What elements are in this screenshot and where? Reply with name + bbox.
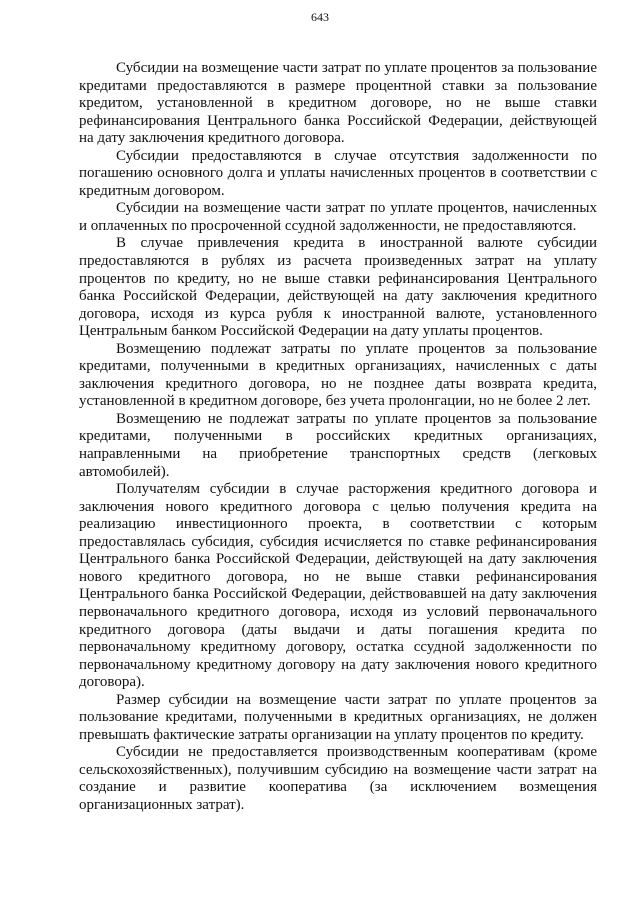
paragraph-loan-agreement-termination: Получателям субсидии в случае расторжения кредитного договора и заключения нового кредитного договора с целью получения кредита на реализацию инвестиционного проекта, в соответствии с которым предоставлялась субсидия, субсидия исчисляется по ставке рефинансирования Центрального банка Российской Федерации, действующей на дату заключения нового кредитного договора, но не выше ставки рефинансирования Центрального банка Российской Федерации, действовавшей на дату заключения первоначального кредитного договора, исходя из условий первоначального кредитного договора (даты выдачи и даты погашения кредита по первоначальному кредитному договору, остатка ссудной задолженности по первоначальному кредитному договору на дату заключения нового кредитного договора). — [79, 481, 597, 691]
paragraph-no-debt-condition: Субсидии предоставляются в случае отсутствия задолженности по погашению основного долга и уплаты начисленных процентов в соответствии с кредитным договором. — [79, 147, 597, 199]
page-number: 643 — [311, 10, 329, 24]
body-text — [79, 60, 597, 815]
paragraph-cooperative-exclusion: Субсидии не предоставляется производственным кооперативам (кроме сельскохозяйственных), получившим субсидию на возмещение части затрат на создание и развитие кооператива (за исключением возмещения организационных затрат). — [79, 744, 597, 813]
paragraph-foreign-currency-loan: В случае привлечения кредита в иностранной валюте субсидии предоставляются в рублях из расчета произведенных затрат на уплату процентов по кредиту, но не выше ставки рефинансирования Центрального банка Российской Федерации, действующей на дату заключения кредитного договора, исходя из курса рубля к иностранной валюте, установленного Центральным банком Российской Федерации на дату уплаты процентов. — [79, 235, 597, 340]
paragraph-interest-subsidy-rate: Субсидии на возмещение части затрат по уплате процентов за пользование кредитами предоставляются в размере процентной ставки за пользование кредитом, установленной в кредитном договоре, но не выше ставки рефинансирования Центрального банка Российской Федерации, действующей на дату заключения кредитного договора. — [79, 60, 597, 147]
paragraph-reimbursable-costs: Возмещению подлежат затраты по уплате процентов за пользование кредитами, полученными в кредитных организациях, начисленных с даты заключения кредитного договора, но не позднее даты возврата кредита, установленной в кредитном договоре, без учета пролонгации, но не более 2 лет. — [79, 340, 597, 410]
paragraph-subsidy-limit: Размер субсидии на возмещение части затрат по уплате процентов за пользование кредитами, полученными в кредитных организациях, не должен превышать фактические затраты организации на уплату процентов по кредиту. — [79, 691, 597, 743]
paragraph-non-reimbursable-costs: Возмещению не подлежат затраты по уплате процентов за пользование кредитами, полученными в российских кредитных организациях, направленными на приобретение транспортных средств (легковых автомобилей). — [79, 410, 597, 480]
paragraph-overdue-interest-exclusion: Субсидии на возмещение части затрат по уплате процентов, начисленных и оплаченных по просроченной ссудной задолженности, не предоставляются. — [79, 200, 597, 234]
